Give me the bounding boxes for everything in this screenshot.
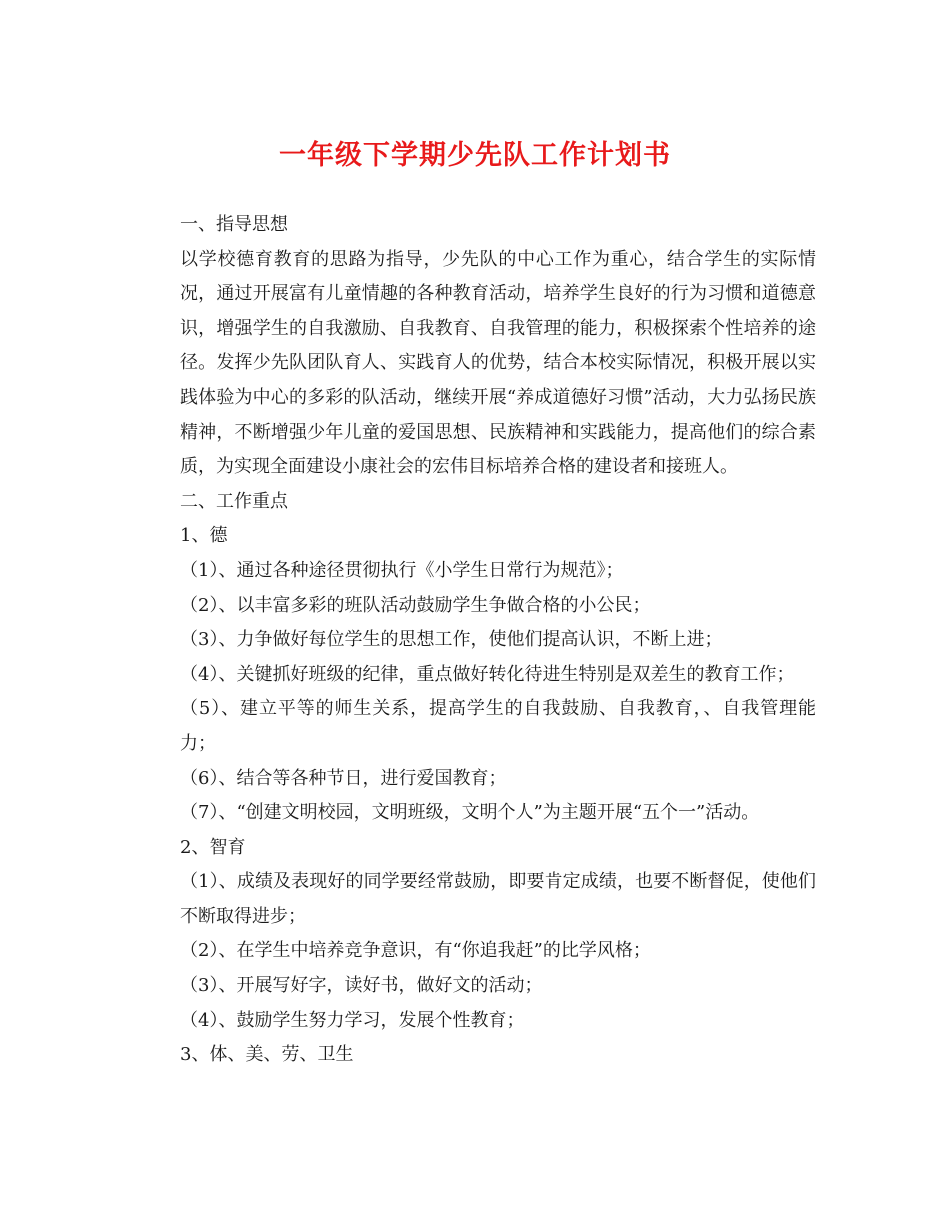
list-item: （4）、鼓励学生努力学习，发展个性教育； bbox=[180, 1009, 525, 1031]
section-heading-work-focus: 二、工作重点 bbox=[180, 490, 288, 512]
list-item: （2）、以丰富多彩的班队活动鼓励学生争做合格的小公民； bbox=[180, 594, 651, 616]
subheading-intellectual: 2、智育 bbox=[180, 836, 246, 858]
list-item: （1）、通过各种途径贯彻执行《小学生日常行为规范》； bbox=[180, 559, 624, 581]
subheading-physical-arts-labor: 3、体、美、劳、卫生 bbox=[180, 1044, 354, 1066]
list-item: （3）、开展写好字，读好书，做好文的活动； bbox=[180, 975, 543, 997]
guiding-thought-paragraph: 以学校德育教育的思路为指导，少先队的中心工作为重心，结合学生的实际情况，通过开展富有儿童情趣的各种教育活动，培养学生良好的行为习惯和道德意识，增强学生的自我激励、自我教育、自我管理的能力，积极探索个性培养的途径。发挥少先队团队育人、实践育人的优势，结合本校实际情况，积极开展以实践体验为中心的多彩的队活动，继续开展“养成道德好习惯”活动，大力弘扬民族精神，不断增强少年儿童的爱国思想、民族精神和实践能力，提高他们的综合素质，为实现全面建设小康社会的宏伟目标培养合格的建设者和接班人。 bbox=[180, 248, 816, 478]
document-title: 一年级下学期少先队工作计划书 bbox=[279, 140, 671, 171]
list-item: （1）、成绩及表现好的同学要经常鼓励，即要肯定成绩，也要不断督促，使他们不断取得进步； bbox=[180, 871, 816, 927]
document-body bbox=[144, 208, 816, 1073]
list-item: （6）、结合等各种节日，进行爱国教育； bbox=[180, 767, 507, 789]
section-heading-guiding-thought: 一、指导思想 bbox=[180, 214, 288, 235]
list-item: （2）、在学生中培养竞争意识，有“你追我赶”的比学风格； bbox=[180, 940, 651, 962]
list-item: （3）、力争做好每位学生的思想工作，使他们提高认识，不断上进； bbox=[180, 629, 723, 651]
subheading-moral: 1、德 bbox=[180, 525, 228, 547]
list-item: （4）、关键抓好班级的纪律，重点做好转化待进生特别是双差生的教育工作； bbox=[180, 663, 795, 685]
list-item: （5）、建立平等的师生关系，提高学生的自我鼓励、自我教育，、自我管理能力； bbox=[180, 698, 816, 754]
list-item: （7）、“创建文明校园，文明班级，文明个人”为主题开展“五个一”活动。 bbox=[180, 802, 760, 824]
